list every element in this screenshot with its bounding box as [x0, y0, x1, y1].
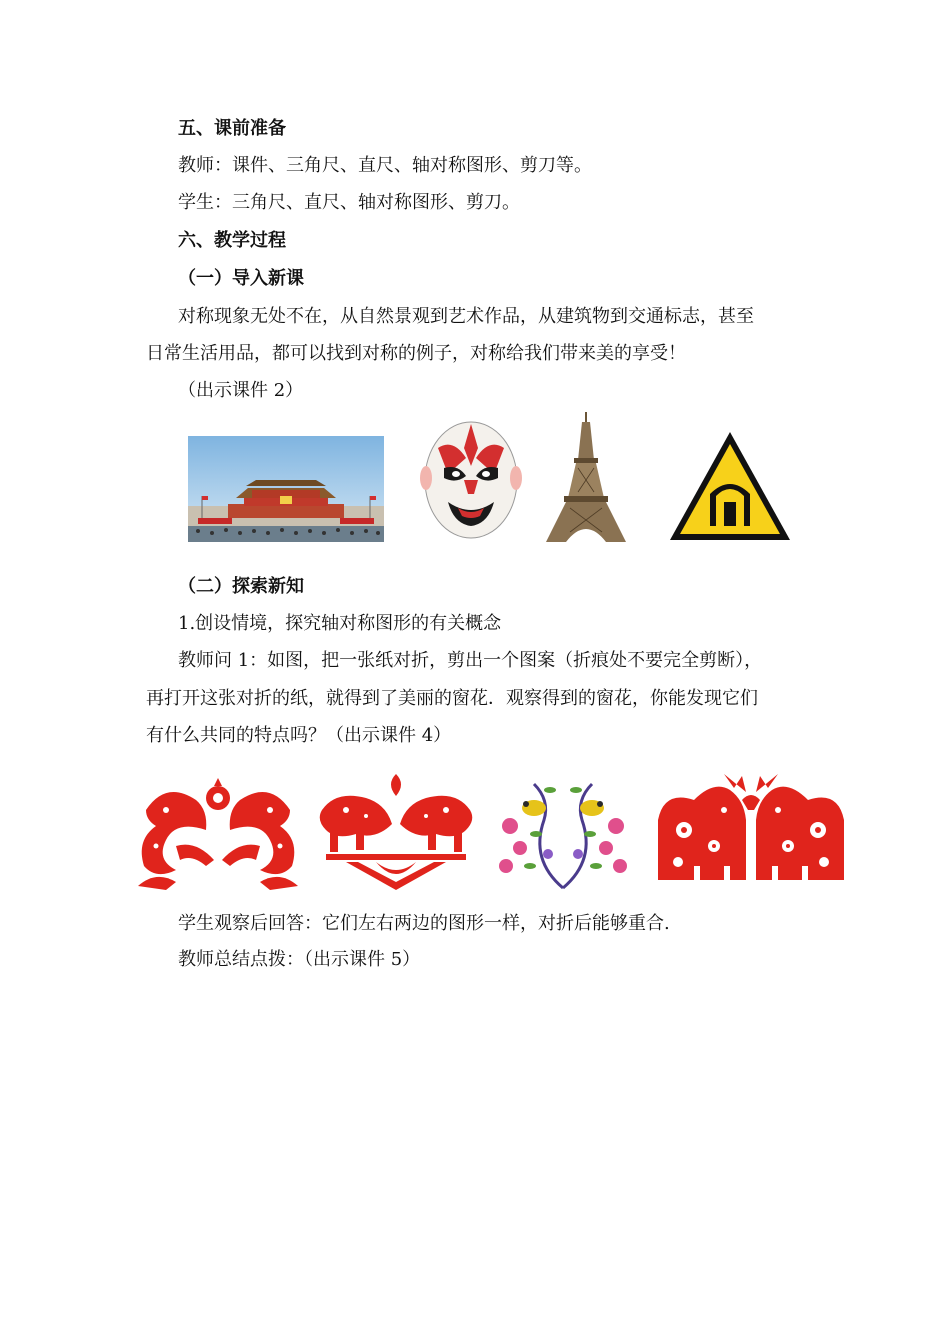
section5-student-text: 学生：三角尺、直尺、轴对称图形、剪刀。 [178, 192, 520, 213]
part2-item1: 1.创设情境，探究轴对称图形的有关概念 [178, 613, 502, 634]
section5-teacher-text: 教师：课件、三角尺、直尺、轴对称图形、剪刀等。 [178, 155, 592, 176]
part1-heading: （一）导入新课 [178, 268, 304, 289]
paper-cut-dragons-image [136, 770, 300, 892]
part2-teacher-summary: 教师总结点拨：（出示课件 5） [178, 949, 421, 970]
paper-cut-birds-flowers-image [490, 770, 636, 892]
part1-paragraph-line2: 日常生活用品，都可以找到对称的例子，对称给我们带来美的享受！ [146, 343, 686, 364]
part2-heading: （二）探索新知 [178, 576, 304, 597]
part2-question-line1: 教师问 1：如图，把一张纸对折，剪出一个图案（折痕处不要完全剪断）， [178, 650, 763, 671]
eiffel-tower-image [544, 412, 628, 542]
paper-cut-lions-image [316, 770, 476, 892]
section6-heading: 六、教学过程 [178, 230, 286, 251]
tiananmen-image [188, 436, 384, 542]
part1-paragraph-line1: 对称现象无处不在，从自然景观到艺术作品，从建筑物到交通标志，甚至 [178, 306, 754, 327]
paper-cut-deer-image [654, 770, 848, 888]
part2-question-line3: 有什么共同的特点吗？（出示课件 4） [146, 725, 452, 746]
tunnel-warning-sign-image [668, 430, 792, 542]
part1-courseware-note: （出示课件 2） [178, 380, 304, 401]
part2-question-line2: 再打开这张对折的纸，就得到了美丽的窗花．观察得到的窗花，你能发现它们 [146, 688, 758, 709]
section5-heading: 五、课前准备 [178, 118, 286, 139]
opera-mask-image [418, 418, 524, 542]
part2-student-answer: 学生观察后回答：它们左右两边的图形一样，对折后能够重合. [178, 913, 670, 934]
